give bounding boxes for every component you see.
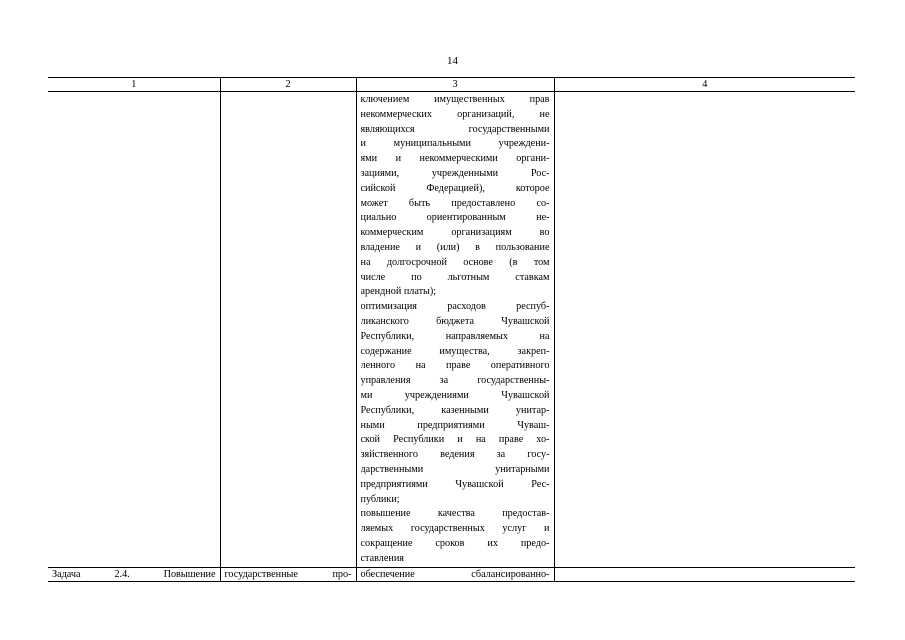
text-line: и муниципальными учреждени- (360, 138, 550, 150)
text-line: ликанского бюджета Чувашской (360, 315, 550, 327)
measure-cell: обеспечение сбалансированно- (356, 567, 554, 581)
text-line: ключением имущественных прав (360, 94, 550, 105)
task-cell: Задача 2.4. Повышение (48, 567, 220, 581)
header-col-2: 2 (220, 78, 356, 92)
cell-col-1 (48, 92, 220, 568)
document-table (48, 77, 855, 582)
text-line: оптимизация расходов респуб- (360, 301, 550, 313)
text-line: ми учреждениями Чувашской (360, 389, 550, 401)
text-line: некоммерческих организаций, не (360, 108, 550, 120)
text-line: ляемых государственных услуг и (360, 523, 550, 535)
text-line: ными предприятиями Чуваш- (360, 419, 550, 431)
text-line: сийской Федерацией), которое (360, 182, 550, 194)
responsible-cell: государственные про- (220, 567, 356, 581)
text-line: содержание имущества, закреп- (360, 345, 550, 357)
text-line: коммерческим организациям во (360, 227, 550, 239)
text-line: публики; (360, 493, 400, 505)
text-line: повышение качества предостав- (360, 508, 550, 520)
text-line: зяйственного ведения за госу- (360, 449, 550, 461)
page-number: 14 (447, 55, 458, 67)
text-line: Республики, направляемых на (360, 330, 550, 342)
text-line: сокращение сроков их предо- (360, 537, 550, 549)
text-line: зациями, учрежденными Рос- (360, 167, 550, 179)
cell-col-2 (220, 92, 356, 568)
header-col-1: 1 (48, 78, 220, 92)
table-row (48, 92, 855, 568)
text-line: арендной платы); (360, 286, 437, 298)
header-col-4: 4 (554, 78, 855, 92)
text-line: числе по льготным ставкам (360, 271, 550, 283)
text-line: ставления (360, 552, 404, 564)
text-line: может быть предоставлено со- (360, 197, 550, 209)
text-line: ленного на праве оперативного (360, 360, 550, 372)
text-line: владение и (или) в пользование (360, 241, 550, 253)
text-line: Республики, казенными унитар- (360, 404, 550, 416)
table-row (48, 567, 855, 581)
text-line: предприятиями Чувашской Рес- (360, 478, 550, 490)
text-line: управления за государственны- (360, 375, 550, 387)
text-line: являющихся государственными (360, 123, 550, 135)
cell-col-4 (554, 92, 855, 568)
text-line: ской Республики и на праве хо- (360, 434, 550, 446)
text-line: на долгосрочной основе (в том (360, 256, 550, 268)
header-col-3: 3 (356, 78, 554, 92)
text-line: циально ориентированным не- (360, 212, 550, 224)
text-line: ями и некоммерческими органи- (360, 153, 550, 165)
result-cell (554, 567, 855, 581)
table-header-row (48, 78, 855, 92)
text-line: дарственными унитарными (360, 463, 550, 475)
cell-col-3-text (356, 92, 554, 568)
